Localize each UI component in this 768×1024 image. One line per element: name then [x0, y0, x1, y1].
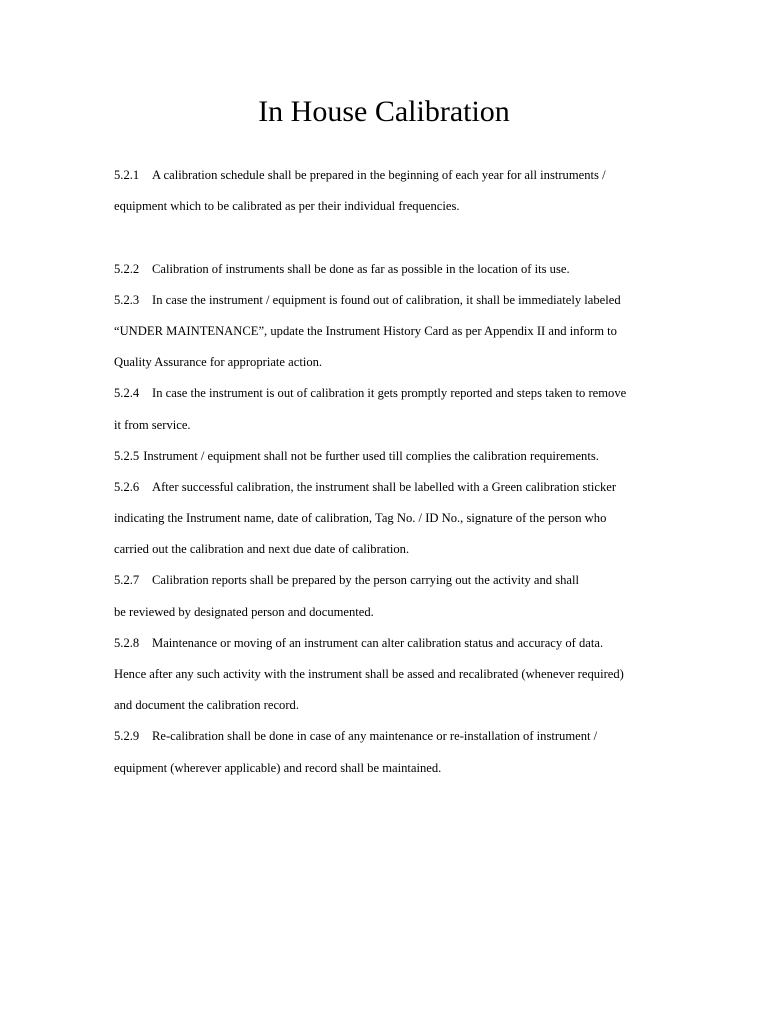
paragraph-number: 5.2.5: [114, 448, 140, 463]
paragraph-line: it from service.: [114, 417, 191, 432]
paragraph-text: Calibration of instruments shall be done as far as possible in the location of its use.: [152, 261, 570, 276]
paragraph-5-2-1: [114, 160, 659, 222]
paragraph-text: Instrument / equipment shall not be further used till complies the calibration requirements.: [143, 448, 599, 463]
paragraph-line: [114, 721, 659, 752]
paragraph-line: Hence after any such activity with the instrument shall be assed and recalibrated (whenever required): [114, 667, 624, 681]
paragraph-line: carried out the calibration and next due date of calibration.: [114, 542, 410, 557]
paragraph-line: [114, 378, 659, 409]
paragraph-5-2-2: [114, 254, 659, 285]
paragraph-line: [114, 472, 659, 503]
paragraph-line: equipment which to be calibrated as per their individual frequencies.: [114, 199, 460, 214]
paragraph-spacer: [114, 222, 659, 253]
paragraph-number: 5.2.1: [114, 168, 140, 182]
paragraph-line: [114, 254, 659, 285]
paragraph-5-2-9: [114, 721, 659, 783]
paragraph-line: [114, 628, 659, 659]
paragraph-text: After successful calibration, the instrument shall be labelled with a Green calibration sticker: [152, 479, 617, 494]
paragraph-line: [114, 441, 659, 472]
paragraph-text: Maintenance or moving of an instrument can alter calibration status and accuracy of data.: [152, 635, 604, 650]
paragraph-line: Quality Assurance for appropriate action.: [114, 355, 323, 370]
paragraph-number: 5.2.7: [114, 573, 140, 588]
paragraph-number: 5.2.9: [114, 729, 140, 744]
paragraph-5-2-5: [114, 441, 659, 472]
paragraph-line: [114, 285, 659, 316]
paragraph-line: [114, 160, 659, 191]
paragraph-5-2-8: [114, 628, 659, 722]
paragraph-5-2-6: [114, 472, 659, 566]
paragraph-text: A calibration schedule shall be prepared in the beginning of each year for all instruments /: [152, 168, 606, 182]
paragraph-number: 5.2.3: [114, 292, 140, 307]
paragraph-text: Calibration reports shall be prepared by the person carrying out the activity and shall: [152, 573, 580, 588]
paragraph-text: In case the instrument is out of calibration it gets promptly reported and steps taken to remove: [152, 386, 627, 401]
paragraph-line: “UNDER MAINTENANCE”, update the Instrument History Card as per Appendix II and inform to: [114, 323, 617, 338]
paragraph-text: Re-calibration shall be done in case of any maintenance or re-installation of instrument /: [152, 729, 598, 744]
paragraph-5-2-3: [114, 285, 659, 379]
paragraph-5-2-4: [114, 378, 659, 440]
paragraph-number: 5.2.6: [114, 479, 140, 494]
document-body: [114, 160, 659, 784]
paragraph-number: 5.2.8: [114, 635, 140, 650]
paragraph-line: be reviewed by designated person and documented.: [114, 604, 374, 619]
paragraph-number: 5.2.4: [114, 386, 140, 401]
paragraph-number: 5.2.2: [114, 261, 140, 276]
paragraph-line: and document the calibration record.: [114, 698, 299, 713]
paragraph-line: indicating the Instrument name, date of calibration, Tag No. / ID No., signature of the person who: [114, 511, 607, 526]
paragraph-text: In case the instrument / equipment is found out of calibration, it shall be immediately labeled: [152, 292, 621, 307]
page-title: In House Calibration: [258, 95, 510, 128]
paragraph-line: [114, 565, 659, 596]
paragraph-5-2-7: [114, 565, 659, 627]
paragraph-line: equipment (wherever applicable) and record shall be maintained.: [114, 760, 442, 775]
